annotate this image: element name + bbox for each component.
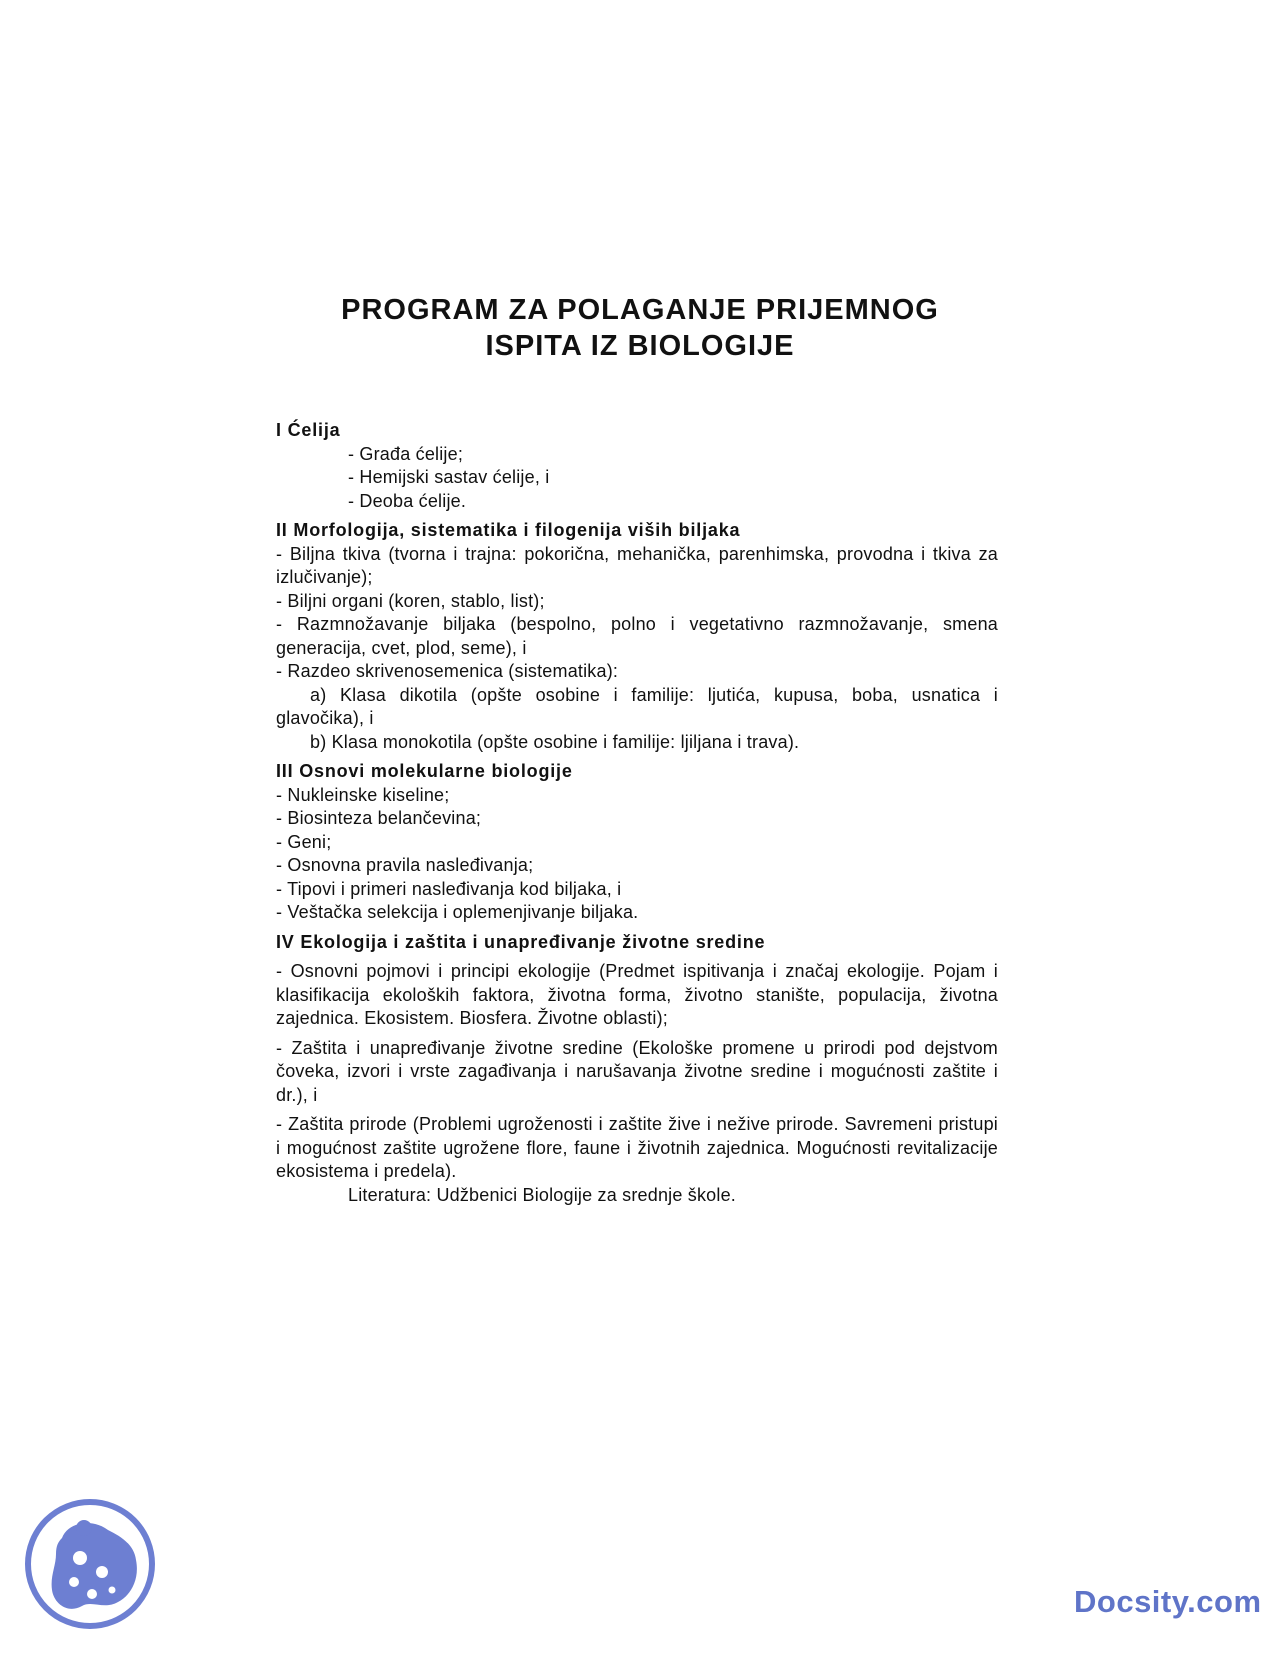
list-item: - Nukleinske kiseline; — [276, 784, 450, 805]
section-heading-4: IV Ekologija i zaštita i unapređivanje životne sredine — [276, 931, 766, 952]
docsity-logo-icon — [22, 1496, 158, 1632]
literature-note: Literatura: Udžbenici Biologije za srednje škole. — [348, 1184, 737, 1205]
paragraph: - Zaštita prirode (Problemi ugroženosti i zaštite žive i nežive prirode. Savremeni pristupi i mogućnost zaštite ugrožene flore, faune i životnih zajednica. Mogućnosti revitalizacije ekosistema i predela). — [276, 1114, 998, 1181]
list-item: - Biosinteza belančevina; — [276, 808, 482, 828]
paragraph: - Osnovni pojmovi i principi ekologije (Predmet ispitivanja i značaj ekologije. Pojam i klasifikacija ekoloških faktora, životna forma, životno stanište, populacija, životna zajednica. Ekosistem. Biosfera. Životne oblasti); — [276, 961, 998, 1028]
title-line-2: ISPITA IZ BIOLOGIJE — [485, 330, 795, 362]
list-item: - Građa ćelije; — [348, 443, 464, 464]
list-item: - Osnovna pravila nasleđivanja; — [276, 855, 534, 875]
list-item: - Deoba ćelije. — [348, 490, 467, 511]
list-item: - Geni; — [276, 831, 332, 852]
paragraph: - Zaštita i unapređivanje životne sredine (Ekološke promene u prirodi pod dejstvom čoveka, izvori i vrste zagađivanja i narušavanja životne sredine i mogućnosti zaštite i dr.), i — [276, 1037, 998, 1105]
section-heading-1: I Ćelija — [276, 420, 341, 440]
list-item: - Razmnožavanje biljaka (bespolno, polno i vegetativno razmnožavanje, smena generacija, cvet, plod, seme), i — [276, 614, 998, 658]
list-item: - Razdeo skrivenosemenica (sistematika): — [276, 661, 619, 681]
section-heading-2: II Morfologija, sistematika i filogenija viših biljaka — [276, 520, 741, 540]
list-item: - Veštačka selekcija i oplemenjivanje biljaka. — [276, 902, 639, 922]
list-item: - Tipovi i primeri nasleđivanja kod biljaka, i — [276, 878, 622, 899]
sub-list-item: b) Klasa monokotila (opšte osobine i familije: ljiljana i trava). — [310, 731, 800, 752]
list-item: - Biljna tkiva (tvorna i trajna: pokorična, mehanička, parenhimska, provodna i tkiva za izlučivanje); — [276, 543, 998, 587]
list-item: - Hemijski sastav ćelije, i — [348, 467, 550, 487]
brand-watermark: Docsity.com — [1074, 1584, 1262, 1619]
document-body — [276, 419, 998, 1207]
list-item: - Biljni organi (koren, stablo, list); — [276, 590, 545, 611]
document-title — [240, 292, 1040, 364]
title-line-1: PROGRAM ZA POLAGANJE PRIJEMNOG — [341, 294, 939, 326]
section-heading-3: III Osnovi molekularne biologije — [276, 761, 573, 781]
sub-list-item: a) Klasa dikotila (opšte osobine i familije: ljutića, kupusa, boba, usnatica i glavočika), i — [276, 684, 998, 728]
